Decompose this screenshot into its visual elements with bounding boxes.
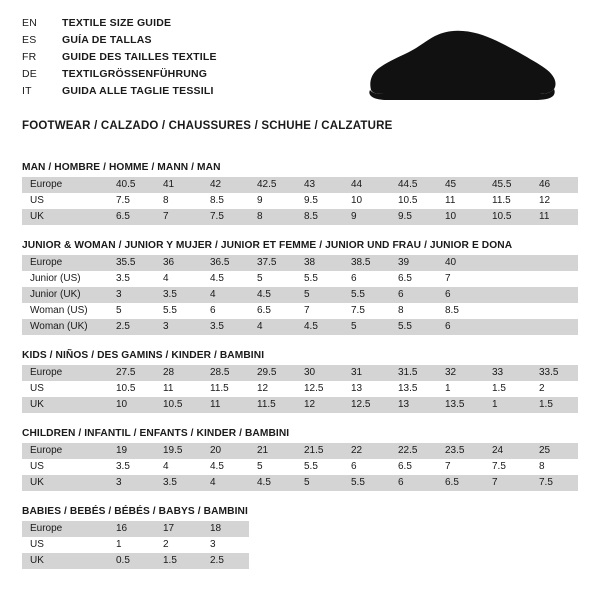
size-cell: 11: [202, 397, 249, 413]
size-row-label: US: [22, 537, 108, 553]
size-cell-empty: [484, 521, 531, 537]
table-row: [22, 365, 578, 381]
size-cell-empty: [484, 303, 531, 319]
size-cell-empty: [531, 271, 578, 287]
size-cell: 40.5: [108, 177, 155, 193]
size-cell: 46: [531, 177, 578, 193]
size-cell-empty: [484, 319, 531, 335]
size-cell: 8: [249, 209, 296, 225]
size-cell: 6: [343, 459, 390, 475]
size-cell: 7.5: [343, 303, 390, 319]
size-cell: 4: [155, 459, 202, 475]
table-row: [22, 209, 578, 225]
size-cell: 8.5: [296, 209, 343, 225]
size-cell-empty: [484, 287, 531, 303]
size-cell: 8.5: [437, 303, 484, 319]
size-cell-empty: [390, 537, 437, 553]
size-cell: 10.5: [155, 397, 202, 413]
size-cell: 16: [108, 521, 155, 537]
size-cell: 12: [249, 381, 296, 397]
table-row: [22, 553, 578, 569]
size-cell-empty: [531, 303, 578, 319]
language-row: [22, 84, 217, 101]
size-cell: 5: [249, 459, 296, 475]
table-row: [22, 287, 578, 303]
header: [22, 16, 578, 106]
size-cell-empty: [531, 537, 578, 553]
size-cell: 32: [437, 365, 484, 381]
size-cell: 1.5: [155, 553, 202, 569]
size-cell: 7: [437, 459, 484, 475]
size-cell: 22.5: [390, 443, 437, 459]
size-cell: 4.5: [202, 459, 249, 475]
size-cell-empty: [531, 553, 578, 569]
size-cell: 5.5: [296, 459, 343, 475]
language-row: [22, 50, 217, 67]
size-cell: 10: [108, 397, 155, 413]
size-cell: 1: [484, 397, 531, 413]
size-cell: 36.5: [202, 255, 249, 271]
size-cell: 1.5: [531, 397, 578, 413]
size-cell: 6: [390, 475, 437, 491]
size-cell-empty: [484, 271, 531, 287]
size-cell: 2: [531, 381, 578, 397]
size-cell: 6: [437, 319, 484, 335]
size-cell: 5: [343, 319, 390, 335]
size-section: [22, 240, 578, 335]
size-cell: 11.5: [484, 193, 531, 209]
size-cell: 33: [484, 365, 531, 381]
size-cell: 45: [437, 177, 484, 193]
size-cell: 3.5: [155, 475, 202, 491]
size-row-label: Europe: [22, 443, 108, 459]
size-cell: 10.5: [108, 381, 155, 397]
size-cell: 1: [108, 537, 155, 553]
size-cell-empty: [531, 319, 578, 335]
size-cell: 24: [484, 443, 531, 459]
size-cell: 3.5: [155, 287, 202, 303]
size-cell: 19: [108, 443, 155, 459]
size-cell: 3.5: [108, 271, 155, 287]
size-cell: 5: [108, 303, 155, 319]
size-cell: 5.5: [155, 303, 202, 319]
size-cell: 10.5: [484, 209, 531, 225]
size-cell: 3: [155, 319, 202, 335]
language-row: [22, 16, 217, 33]
size-cell: 44: [343, 177, 390, 193]
size-cell: 6.5: [390, 271, 437, 287]
size-cell: 12.5: [296, 381, 343, 397]
size-cell: 42: [202, 177, 249, 193]
size-cell: 28.5: [202, 365, 249, 381]
size-row-label: US: [22, 193, 108, 209]
language-guide-title: TEXTILE SIZE GUIDE: [62, 17, 172, 29]
language-rows: [22, 16, 217, 101]
size-cell: 10.5: [390, 193, 437, 209]
size-row-label: Europe: [22, 255, 108, 271]
size-cell: 21: [249, 443, 296, 459]
table-row: [22, 521, 578, 537]
size-cell: 1.5: [484, 381, 531, 397]
size-cell: 40: [437, 255, 484, 271]
size-section-title: KIDS / NIÑOS / DES GAMINS / KINDER / BAMBINI: [22, 350, 265, 361]
size-cell: 44.5: [390, 177, 437, 193]
size-cell: 10: [343, 193, 390, 209]
size-cell: 5.5: [343, 287, 390, 303]
language-row: [22, 33, 217, 50]
language-guide-title: TEXTILGRÖSSENFÜHRUNG: [62, 68, 208, 80]
size-cell: 8: [531, 459, 578, 475]
size-table: [22, 177, 578, 225]
size-cell: 8: [155, 193, 202, 209]
size-cell-empty: [343, 521, 390, 537]
size-cell: 4: [155, 271, 202, 287]
size-row-label: Junior (US): [22, 271, 108, 287]
size-cell-empty: [531, 287, 578, 303]
size-cell: 2.5: [202, 553, 249, 569]
size-cell: 4.5: [249, 287, 296, 303]
size-cell: 7: [296, 303, 343, 319]
size-cell: 9: [249, 193, 296, 209]
size-cell: 31: [343, 365, 390, 381]
size-cell-empty: [484, 255, 531, 271]
size-cell: 4: [202, 475, 249, 491]
size-cell: 19.5: [155, 443, 202, 459]
size-cell: 4.5: [296, 319, 343, 335]
size-cell: 5: [296, 475, 343, 491]
size-cell: 21.5: [296, 443, 343, 459]
size-cell: 7.5: [484, 459, 531, 475]
language-code: EN: [22, 17, 37, 29]
size-cell: 38.5: [343, 255, 390, 271]
size-cell: 28: [155, 365, 202, 381]
size-cell: 7.5: [531, 475, 578, 491]
size-cell: 5: [296, 287, 343, 303]
size-cell: 10: [437, 209, 484, 225]
table-row: [22, 319, 578, 335]
size-row-label: US: [22, 381, 108, 397]
size-cell: 4.5: [249, 475, 296, 491]
table-row: [22, 271, 578, 287]
size-cell: 39: [390, 255, 437, 271]
language-code: DE: [22, 68, 37, 80]
size-cell: 23.5: [437, 443, 484, 459]
table-row: [22, 303, 578, 319]
table-row: [22, 537, 578, 553]
size-cell: 4: [202, 287, 249, 303]
size-cell: 42.5: [249, 177, 296, 193]
size-cell: 6: [390, 287, 437, 303]
size-cell: 2: [155, 537, 202, 553]
size-cell: 31.5: [390, 365, 437, 381]
table-row: [22, 475, 578, 491]
size-cell: 3: [108, 287, 155, 303]
size-cell-empty: [390, 521, 437, 537]
size-section-title: CHILDREN / INFANTIL / ENFANTS / KINDER / BAMBINI: [22, 428, 290, 439]
table-row: [22, 397, 578, 413]
size-cell: 12.5: [343, 397, 390, 413]
size-section-title: JUNIOR & WOMAN / JUNIOR Y MUJER / JUNIOR ET FEMME / JUNIOR UND FRAU / JUNIOR E DONA: [22, 240, 513, 251]
size-cell-empty: [249, 537, 296, 553]
size-cell: 9: [343, 209, 390, 225]
category-title: FOOTWEAR / CALZADO / CHAUSSURES / SCHUHE / CALZATURE: [22, 120, 393, 132]
size-row-label: UK: [22, 209, 108, 225]
size-cell: 27.5: [108, 365, 155, 381]
language-code: IT: [22, 85, 32, 97]
size-row-label: Woman (US): [22, 303, 108, 319]
size-row-label: Europe: [22, 365, 108, 381]
size-cell: 12: [296, 397, 343, 413]
language-guide-title: GUIDA ALLE TAGLIE TESSILI: [62, 85, 214, 97]
size-cell: 13: [343, 381, 390, 397]
size-cell-empty: [296, 537, 343, 553]
size-cell-empty: [343, 553, 390, 569]
size-cell-empty: [484, 553, 531, 569]
size-cell: 6.5: [390, 459, 437, 475]
size-table: [22, 521, 578, 569]
table-row: [22, 459, 578, 475]
size-cell: 11.5: [249, 397, 296, 413]
size-table: [22, 443, 578, 491]
size-cell-empty: [249, 521, 296, 537]
size-cell: 0.5: [108, 553, 155, 569]
size-cell: 3: [202, 537, 249, 553]
size-cell: 2.5: [108, 319, 155, 335]
size-cell: 3: [108, 475, 155, 491]
size-cell: 11.5: [202, 381, 249, 397]
table-row: [22, 255, 578, 271]
size-cell: 1: [437, 381, 484, 397]
size-cell-empty: [437, 537, 484, 553]
size-cell: 7: [155, 209, 202, 225]
size-cell: 20: [202, 443, 249, 459]
size-cell: 9.5: [390, 209, 437, 225]
size-cell: 6: [343, 271, 390, 287]
size-cell: 7: [437, 271, 484, 287]
language-row: [22, 67, 217, 84]
size-row-label: UK: [22, 553, 108, 569]
language-code: ES: [22, 34, 37, 46]
size-row-label: UK: [22, 475, 108, 491]
table-row: [22, 443, 578, 459]
size-cell: 7.5: [108, 193, 155, 209]
size-cell: 6.5: [108, 209, 155, 225]
size-cell-empty: [437, 521, 484, 537]
size-table: [22, 255, 578, 335]
size-cell: 5: [249, 271, 296, 287]
size-cell: 35.5: [108, 255, 155, 271]
size-cell: 4.5: [202, 271, 249, 287]
size-cell-empty: [296, 521, 343, 537]
size-cell: 25: [531, 443, 578, 459]
size-cell: 41: [155, 177, 202, 193]
size-cell: 36: [155, 255, 202, 271]
size-cell: 22: [343, 443, 390, 459]
language-titles: [22, 16, 217, 101]
size-cell: 6.5: [437, 475, 484, 491]
size-cell: 11: [531, 209, 578, 225]
size-section: [22, 162, 578, 225]
size-cell: 12: [531, 193, 578, 209]
size-section: [22, 350, 578, 413]
size-cell: 11: [437, 193, 484, 209]
size-cell: 11: [155, 381, 202, 397]
size-row-label: Europe: [22, 177, 108, 193]
size-cell: 45.5: [484, 177, 531, 193]
size-cell-empty: [296, 553, 343, 569]
size-cell: 9.5: [296, 193, 343, 209]
dress-shoe-icon: [365, 28, 560, 106]
size-cell: 13.5: [437, 397, 484, 413]
size-table: [22, 365, 578, 413]
size-cell: 8.5: [202, 193, 249, 209]
size-cell: 18: [202, 521, 249, 537]
size-cell-empty: [437, 553, 484, 569]
size-cell-empty: [484, 537, 531, 553]
size-cell: 5.5: [296, 271, 343, 287]
size-section: [22, 428, 578, 491]
language-code: FR: [22, 51, 37, 63]
size-cell: 13: [390, 397, 437, 413]
size-cell: 29.5: [249, 365, 296, 381]
language-guide-title: GUIDE DES TAILLES TEXTILE: [62, 51, 217, 63]
size-cell-empty: [390, 553, 437, 569]
size-cell: 3.5: [108, 459, 155, 475]
size-cell: 38: [296, 255, 343, 271]
size-section-title: MAN / HOMBRE / HOMME / MANN / MAN: [22, 162, 221, 173]
size-cell-empty: [531, 255, 578, 271]
size-cell-empty: [249, 553, 296, 569]
table-row: [22, 193, 578, 209]
size-section-title: BABIES / BEBÉS / BÉBÉS / BABYS / BAMBINI: [22, 506, 248, 517]
size-cell-empty: [343, 537, 390, 553]
size-cell: 5.5: [343, 475, 390, 491]
size-sections: [22, 162, 578, 569]
size-cell: 17: [155, 521, 202, 537]
size-cell: 7.5: [202, 209, 249, 225]
size-cell: 8: [390, 303, 437, 319]
size-row-label: UK: [22, 397, 108, 413]
size-cell: 13.5: [390, 381, 437, 397]
size-cell: 6.5: [249, 303, 296, 319]
size-cell: 37.5: [249, 255, 296, 271]
size-cell: 5.5: [390, 319, 437, 335]
table-row: [22, 381, 578, 397]
size-cell-empty: [531, 521, 578, 537]
size-cell: 6: [202, 303, 249, 319]
size-row-label: Junior (UK): [22, 287, 108, 303]
size-cell: 4: [249, 319, 296, 335]
size-row-label: US: [22, 459, 108, 475]
size-row-label: Europe: [22, 521, 108, 537]
size-cell: 33.5: [531, 365, 578, 381]
size-cell: 43: [296, 177, 343, 193]
size-cell: 7: [484, 475, 531, 491]
table-row: [22, 177, 578, 193]
size-section: [22, 506, 578, 569]
size-cell: 6: [437, 287, 484, 303]
size-cell: 30: [296, 365, 343, 381]
language-guide-title: GUÍA DE TALLAS: [62, 34, 152, 46]
size-row-label: Woman (UK): [22, 319, 108, 335]
size-cell: 3.5: [202, 319, 249, 335]
